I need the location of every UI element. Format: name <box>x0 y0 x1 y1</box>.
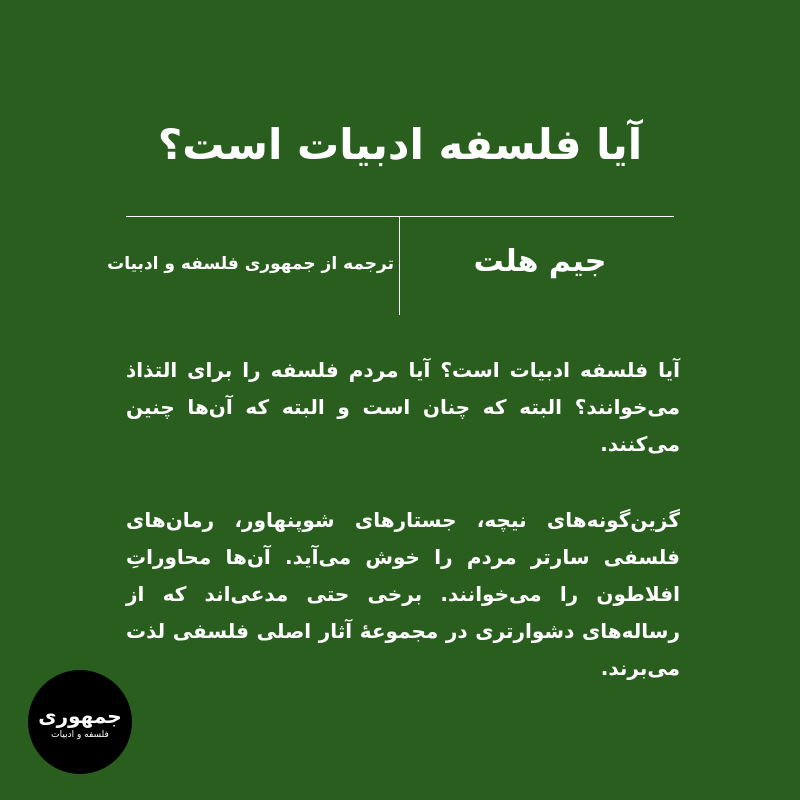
paragraph-2: گزین‌گونه‌های نیچه، جستارهای شوپنهاور، رمان‌های فلسفی سارتر مردم را خوش می‌آید. آن‌ها محاوراتِ افلاطون را می‌خوانند. برخی حتی مدعی‌اند که از رساله‌های دشوارتری در مجموعۀ آثار اصلی فلسفی لذت می‌برند. <box>126 508 680 680</box>
logo-subtitle: فلسفه و ادبیات <box>51 729 109 740</box>
author-name: جیم هلت <box>473 244 607 279</box>
horizontal-divider <box>126 216 674 217</box>
paragraph-1: آیا فلسفه ادبیات است؟ آیا مردم فلسفه را برای التذاذ می‌خوانند؟ البته که چنان است و البته که آن‌ها چنین می‌کنند. <box>126 358 680 456</box>
jomhouri-logo <box>28 670 132 774</box>
logo-name: جمهوری <box>38 703 122 728</box>
translation-credit: ترجمه از جمهوری فلسفه و ادبیات <box>107 254 394 274</box>
vertical-divider <box>399 216 400 315</box>
page-title: آیا فلسفه ادبیات است؟ <box>157 120 643 169</box>
